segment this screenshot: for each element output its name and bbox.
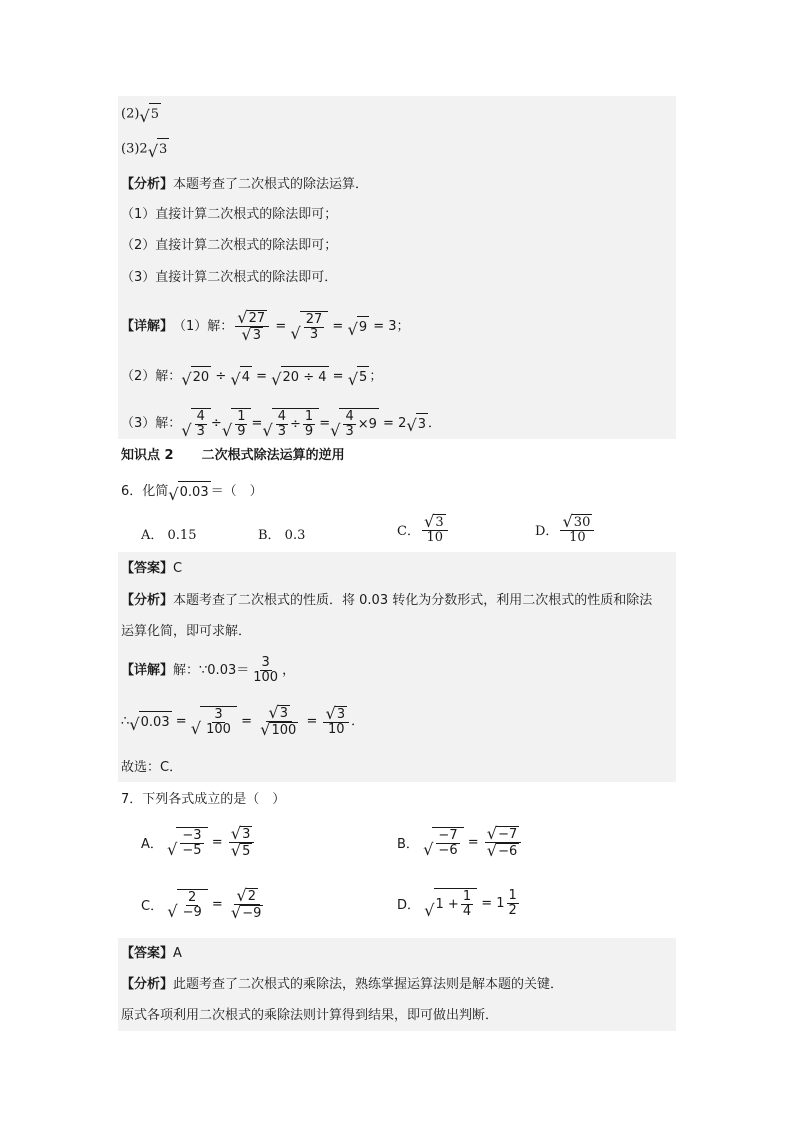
q7-stem: 7．下列各式成立的是（ ） [121,792,286,807]
step-3: （3）直接计算二次根式的除法即可． [121,270,338,285]
item-3: (3)2 √ 3 [121,138,169,160]
detail-3: （3）解： √ $\frac{4}{3}$ ÷ √ $\frac{1}{9}$ = √ $\frac{4}{3}$ ÷ $\frac{1}{9}$ = √ $\frac{4}{3}$ ×9 = 2 √ 3 ． [121,409,442,440]
section-heading: 知识点 2 二次根式除法运算的逆用 [121,448,345,463]
q7-option-c: C． √ $\frac{2}{-9}$ = √ 2 √ −9 [141,886,262,923]
q7-analysis: 【分析】此题考查了二次根式的乘除法，熟练掌握运算法则是解本题的关键． [121,977,564,992]
q6-derivation: ∴ √ 0.03 = √ $\frac{3}{100}$ = √ 3 √ 100 = √ 3 10 ． [121,703,365,740]
q6-stem: 6．化简 √ 0.03 ＝（ ） [121,481,263,503]
step-1: （1）直接计算二次根式的除法即可； [121,207,338,222]
q7-explanation: 原式各项利用二次根式的乘除法则计算得到结果，即可做出判断． [121,1008,499,1023]
detail-2: （2）解： √ 20 ÷ √ 4 = √ 20 ÷ 4 = √ 5 ； [121,366,382,388]
q6-option-c: C． √ 3 10 [397,514,450,545]
q6-detail: 【详解】 解：∵0.03＝ $\frac{3}{100}$ ， [121,655,296,685]
q7-option-d: D． √ 1 + $\frac{1}{4}$ = 1 $\frac{1}{2}$ [397,888,517,920]
analysis-line: 【分析】本题考查了二次根式的除法运算． [121,177,369,192]
q6-option-d: D． √ 30 10 [535,514,596,545]
q6-option-a: A． 0.15 [141,528,197,543]
q7-option-a: A． √ $\frac{-3}{-5}$ = √ 3 √ 5 [141,826,256,860]
q7-answer: 【答案】A [121,946,182,961]
q7-option-b: B． √ $\frac{-7}{-6}$ = √ −7 √ −6 [397,826,523,860]
q6-answer: 【答案】C [121,561,183,576]
detail-1: 【详解】 （1）解： √ 27 √ 3 = √ $\frac{27}{3}$ = √ 9 = 3； [121,308,410,345]
q6-analysis-line-2: 运算化简，即可求解． [121,624,252,639]
q6-option-b: B． 0.3 [258,528,306,543]
q6-analysis-line-1: 【分析】本题考查了二次根式的性质．将 0.03 转化为分数形式，利用二次根式的性质和除法 [121,593,653,608]
q6-conclusion: 故选：C． [121,760,183,775]
item-2: (2) √ 5 [121,103,161,125]
step-2: （2）直接计算二次根式的除法即可； [121,238,338,253]
